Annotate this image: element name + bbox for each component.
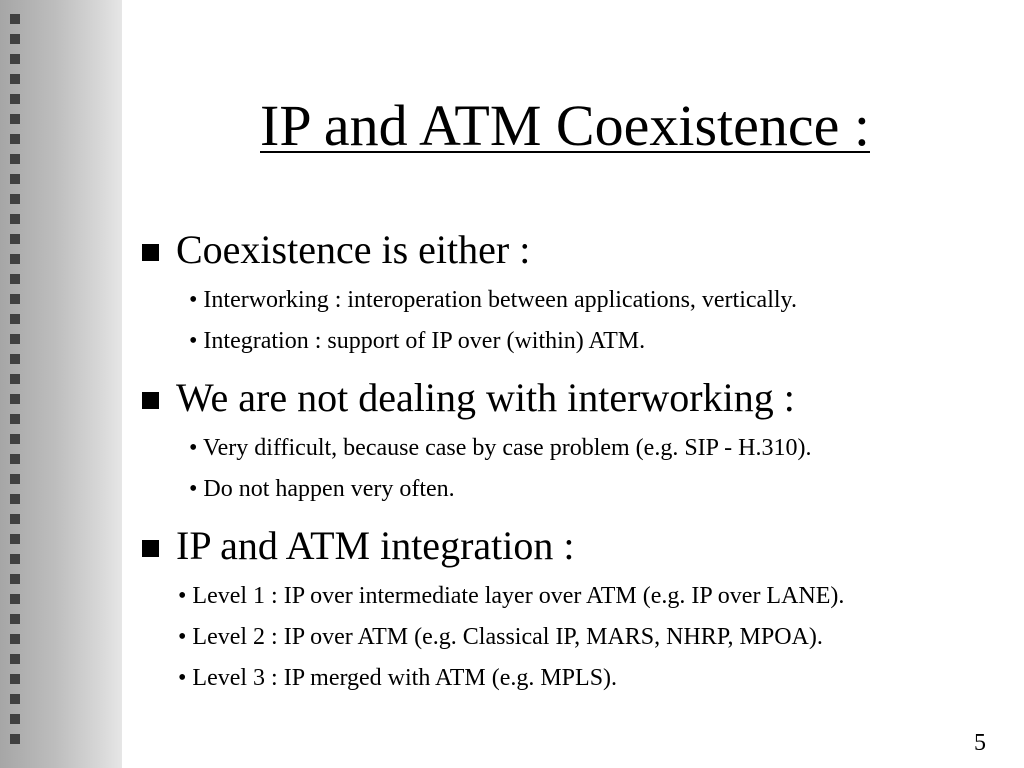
decor-square-icon [10,554,20,564]
sub-bullet-list [142,280,1002,362]
main-bullet [142,224,1002,276]
square-bullet-icon [142,244,159,261]
decor-square-icon [10,294,20,304]
decor-square-icon [10,74,20,84]
decor-square-icon [10,234,20,244]
page-number: 5 [974,730,986,756]
decor-square-icon [10,394,20,404]
decor-square-icon [10,214,20,224]
decor-square-icon [10,94,20,104]
slide-content [142,224,1002,709]
decor-square-icon [10,14,20,24]
bullet-section [142,224,1002,362]
decor-square-icon [10,114,20,124]
decor-square-icon [10,34,20,44]
main-bullet-text: We are not dealing with interworking : [176,375,795,420]
sub-bullet: • Level 1 : IP over intermediate layer over ATM (e.g. IP over LANE). [178,583,845,609]
decor-square-icon [10,514,20,524]
decor-square-icon [10,494,20,504]
sub-bullet: • Integration : support of IP over (within) ATM. [189,328,646,354]
decor-square-icon [10,374,20,384]
bullet-section [142,372,1002,510]
decor-square-icon [10,414,20,424]
decorative-sidebar [0,0,122,768]
decor-square-icon [10,734,20,744]
sub-bullet: • Do not happen very often. [189,476,455,502]
main-bullet [142,520,1002,572]
main-bullet-text: IP and ATM integration : [176,523,575,568]
square-bullet-icon [142,540,159,557]
decor-square-icon [10,654,20,664]
decor-square-icon [10,454,20,464]
decor-square-icon [10,274,20,284]
sub-bullet: • Interworking : interoperation between applications, vertically. [189,287,797,313]
decor-square-icon [10,574,20,584]
slide-title: IP and ATM Coexistence : [260,93,870,158]
decor-square-icon [10,614,20,624]
sub-bullet-list [142,576,1002,699]
main-bullet [142,372,1002,424]
sub-bullet: • Level 3 : IP merged with ATM (e.g. MPLS). [178,665,618,691]
decor-square-icon [10,334,20,344]
decor-square-icon [10,354,20,364]
decor-square-icon [10,254,20,264]
decor-square-icon [10,54,20,64]
decor-square-icon [10,134,20,144]
decor-square-icon [10,194,20,204]
bullet-section [142,520,1002,699]
decor-square-icon [10,674,20,684]
decor-square-icon [10,694,20,704]
main-bullet-text: Coexistence is either : [176,227,531,272]
sub-bullet-list [142,428,1002,510]
decor-square-icon [10,634,20,644]
square-bullet-icon [142,392,159,409]
decor-square-icon [10,314,20,324]
decor-square-icon [10,474,20,484]
sub-bullet: • Very difficult, because case by case problem (e.g. SIP - H.310). [189,435,812,461]
decor-square-icon [10,714,20,724]
decor-square-icon [10,154,20,164]
decor-square-icon [10,174,20,184]
sub-bullet: • Level 2 : IP over ATM (e.g. Classical IP, MARS, NHRP, MPOA). [178,624,823,650]
sidebar-square-column [10,14,32,754]
decor-square-icon [10,534,20,544]
decor-square-icon [10,434,20,444]
decor-square-icon [10,594,20,604]
